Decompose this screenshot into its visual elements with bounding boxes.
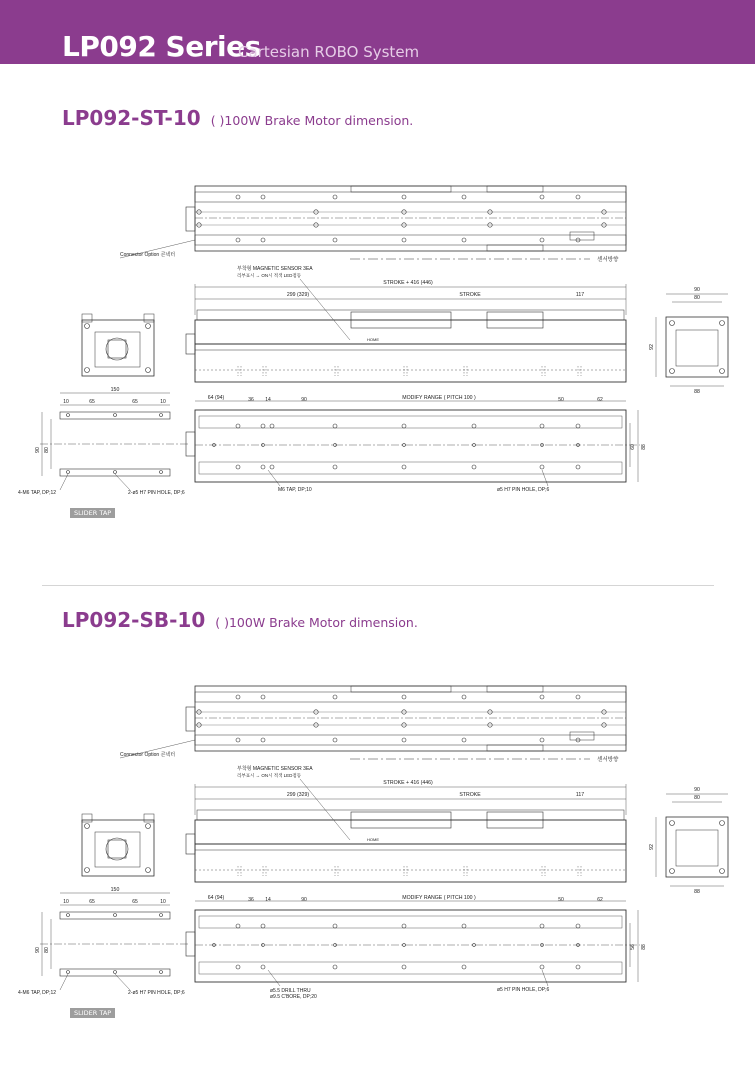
hole-mark — [540, 195, 544, 199]
motor-shaft — [106, 338, 128, 360]
hole-mark — [402, 465, 406, 469]
top-view-body — [195, 186, 626, 251]
hole-mark — [261, 738, 265, 742]
dimension-label: 10 — [160, 899, 166, 905]
dimension-label: 88 — [694, 889, 700, 895]
top-slider-plate — [351, 686, 451, 692]
top-slider-plate — [487, 686, 543, 692]
slider-bar — [60, 912, 170, 919]
hole-mark — [261, 695, 265, 699]
sensor-note-label: 리부표시 → ON시 적색 LED점등 — [237, 273, 302, 278]
hole-mark — [236, 465, 240, 469]
motor-connector — [186, 834, 195, 854]
hole-mark — [402, 238, 406, 242]
dimension-label: 90 — [35, 447, 41, 453]
side-view-body — [195, 320, 626, 382]
cbore-note-label: ø9.5 C'BORE, DP;20 — [270, 994, 317, 1000]
bottom-channel — [199, 916, 622, 928]
hole-mark — [473, 944, 476, 947]
dimension-label: 60 — [630, 444, 636, 450]
motor-square — [108, 840, 126, 858]
dimension-label: 10 — [63, 399, 69, 405]
hole-mark — [670, 869, 675, 874]
bottom-view-body — [195, 910, 626, 982]
hole-mark — [540, 924, 544, 928]
bottom-channel — [199, 416, 622, 428]
hole-mark — [333, 238, 337, 242]
hole-mark — [85, 368, 90, 373]
leader-line — [268, 970, 280, 986]
dimension-label: 88 — [694, 389, 700, 395]
dimension-label: 62 — [597, 397, 603, 403]
hole-mark — [160, 471, 163, 474]
hole-mark — [333, 424, 337, 428]
model-description: ( )100W Brake Motor dimension. — [215, 615, 418, 630]
hole-mark — [333, 965, 337, 969]
hole-mark — [236, 424, 240, 428]
dimension-label: 62 — [597, 897, 603, 903]
profile-inner — [676, 330, 718, 366]
top-slider-plate — [487, 186, 543, 192]
leader-line — [60, 974, 68, 990]
top-slider-plate — [487, 745, 543, 751]
slider-tap-badge: SLIDER TAP — [70, 1008, 115, 1018]
drill-note-label: ø5.5 DRILL THRU — [270, 988, 311, 994]
dimension-label: 92 — [649, 344, 655, 350]
hole-mark — [720, 869, 725, 874]
dimension-label: 90 — [35, 947, 41, 953]
hole-mark — [402, 424, 406, 428]
hole-mark — [462, 695, 466, 699]
hole-mark — [720, 321, 725, 326]
hole-mark — [160, 414, 163, 417]
m6-note-label: M6 TAP, DP;10 — [278, 487, 312, 493]
motor-connector — [186, 707, 195, 731]
hole-mark — [160, 971, 163, 974]
hole-mark — [261, 238, 265, 242]
top-slider-plate — [487, 245, 543, 251]
leader-line — [115, 474, 130, 490]
leader-line — [300, 779, 350, 840]
hole-mark — [333, 924, 337, 928]
tap-note-label: 4-M6 TAP, DP;12 — [18, 490, 57, 496]
dimension-label: 80 — [44, 447, 50, 453]
dimension-label: 64 (94) — [207, 895, 225, 901]
dimension-label: 65 — [89, 899, 95, 905]
modify-range-label: MODIFY RANGE ( PITCH 100 ) — [402, 395, 476, 401]
hole-mark — [333, 695, 337, 699]
mount-tab — [144, 314, 154, 322]
motor-square — [108, 340, 126, 358]
hole-mark — [114, 471, 117, 474]
hole-mark — [403, 444, 406, 447]
dimension-label: 150 — [110, 887, 120, 893]
hole-mark — [236, 924, 240, 928]
side-top-cover — [197, 310, 624, 320]
bottom-channel — [199, 462, 622, 474]
dimension-label: 14 — [265, 897, 271, 903]
top-view-rail — [195, 692, 626, 702]
mount-tab — [82, 814, 92, 822]
hole-mark — [114, 414, 117, 417]
dimension-drawing-sb — [0, 500, 755, 1040]
stroke-label: STROKE — [459, 292, 481, 298]
leader-line — [542, 470, 548, 486]
end-view-right — [666, 317, 728, 377]
hole-mark — [146, 824, 151, 829]
hole-mark — [85, 824, 90, 829]
mount-tab — [82, 314, 92, 322]
end-view-left — [82, 820, 154, 876]
hole-mark — [670, 369, 675, 374]
slider-bar — [60, 969, 170, 976]
hole-mark — [236, 195, 240, 199]
motor-connector — [186, 334, 195, 354]
hole-mark — [270, 465, 274, 469]
leader-line — [268, 470, 280, 486]
hole-mark — [576, 965, 580, 969]
connector-option-label: Connector Option 콘넥터 — [120, 752, 176, 758]
dimension-label: 299 (329) — [286, 792, 310, 798]
hole-mark — [146, 368, 151, 373]
dimension-label: 56 — [630, 944, 636, 950]
hole-mark — [402, 924, 406, 928]
motor-flange — [95, 332, 140, 367]
hole-mark — [540, 424, 544, 428]
dimension-label: 36 — [248, 897, 254, 903]
hole-mark — [236, 238, 240, 242]
hole-mark — [576, 465, 580, 469]
leader-line — [60, 474, 68, 490]
hole-mark — [85, 868, 90, 873]
dimension-label: 65 — [89, 399, 95, 405]
hole-mark — [540, 965, 544, 969]
top-view-rail — [195, 235, 626, 245]
dimension-label: 92 — [649, 844, 655, 850]
sensor-direction-label: 센서방향 — [597, 257, 619, 263]
dimension-label: 90 — [694, 787, 700, 793]
hole-mark — [402, 695, 406, 699]
bottom-channel — [199, 962, 622, 974]
hole-mark — [160, 914, 163, 917]
bottom-view-body — [195, 410, 626, 482]
dimension-label: 88 — [641, 444, 647, 450]
dimension-label: 90 — [694, 287, 700, 293]
top-view-body — [195, 686, 626, 751]
pin-note-label: 2-ø5 H7 PIN HOLE, DP;6 — [128, 490, 185, 496]
leader-line — [115, 974, 130, 990]
hole-mark — [85, 324, 90, 329]
hole-mark — [576, 195, 580, 199]
hole-mark — [261, 924, 265, 928]
pin-hole-note-label: ø5 H7 PIN HOLE, DP;6 — [497, 487, 550, 493]
hole-mark — [462, 924, 466, 928]
hole-mark — [576, 424, 580, 428]
stroke-total-label: STROKE + 416 (446) — [383, 780, 433, 786]
hole-mark — [402, 738, 406, 742]
magnetic-sensor-label: 부착형 MAGNETIC SENSOR 3EA — [237, 766, 313, 772]
leader-line — [542, 970, 548, 986]
mount-tab — [144, 814, 154, 822]
name-plate — [570, 732, 594, 740]
hole-mark — [261, 424, 265, 428]
page-title: LP092 Series — [62, 30, 261, 63]
hole-mark — [670, 321, 675, 326]
hole-mark — [403, 944, 406, 947]
hole-mark — [576, 924, 580, 928]
dimension-label: 90 — [301, 397, 307, 403]
side-view-body — [195, 820, 626, 882]
hole-mark — [67, 414, 70, 417]
hole-mark — [146, 324, 151, 329]
hole-mark — [720, 821, 725, 826]
hole-mark — [670, 821, 675, 826]
dimension-label: 150 — [110, 387, 120, 393]
motor-connector — [186, 207, 195, 231]
dimension-label: 10 — [160, 399, 166, 405]
sensor-note-label: 리부표시 → ON시 적색 LED점등 — [237, 773, 302, 778]
connector-option-label: Connector Option 콘넥터 — [120, 252, 176, 258]
side-top-cover — [197, 810, 624, 820]
hole-mark — [402, 195, 406, 199]
hole-mark — [462, 738, 466, 742]
dimension-label: 80 — [44, 947, 50, 953]
home-label: HOME — [367, 337, 379, 342]
hole-mark — [67, 471, 70, 474]
stroke-total-label: STROKE + 416 (446) — [383, 280, 433, 286]
dimension-label: 65 — [132, 399, 138, 405]
page-subtitle: Cartesian ROBO System — [238, 43, 420, 61]
hole-mark — [472, 424, 476, 428]
hole-mark — [261, 965, 265, 969]
dimension-label: 80 — [694, 295, 700, 301]
hole-mark — [472, 465, 476, 469]
dimension-label: 50 — [558, 897, 564, 903]
hole-mark — [540, 465, 544, 469]
slider-bar — [60, 469, 170, 476]
dimension-label: 65 — [132, 899, 138, 905]
hole-mark — [114, 914, 117, 917]
hole-mark — [540, 738, 544, 742]
stroke-label: STROKE — [459, 792, 481, 798]
hole-mark — [462, 195, 466, 199]
slider-bar — [60, 412, 170, 419]
dimension-label: 50 — [558, 397, 564, 403]
dimension-label: 299 (329) — [286, 292, 310, 298]
hole-mark — [462, 238, 466, 242]
dimension-label: 90 — [301, 897, 307, 903]
sensor-direction-label: 센서방향 — [597, 757, 619, 763]
hole-mark — [540, 695, 544, 699]
model-code: LP092-ST-10 — [62, 106, 201, 130]
hole-mark — [114, 971, 117, 974]
dimension-label: 36 — [248, 397, 254, 403]
profile-inner — [676, 830, 718, 866]
dimension-label: 117 — [575, 792, 585, 798]
home-label: HOME — [367, 837, 379, 842]
tap-note-label: 4-M6 TAP, DP;12 — [18, 990, 57, 996]
hole-mark — [333, 195, 337, 199]
hole-mark — [261, 195, 265, 199]
top-view-rail — [195, 735, 626, 745]
dimension-label: 117 — [575, 292, 585, 298]
hole-mark — [402, 965, 406, 969]
leader-line — [300, 279, 350, 340]
hole-mark — [473, 444, 476, 447]
model-code: LP092-SB-10 — [62, 608, 206, 632]
top-view-rail — [195, 192, 626, 202]
dimension-label: 10 — [63, 899, 69, 905]
dimension-label: 14 — [265, 397, 271, 403]
hole-mark — [720, 369, 725, 374]
hole-mark — [236, 738, 240, 742]
dimension-label: 64 (94) — [207, 395, 225, 401]
dimension-label: 88 — [641, 944, 647, 950]
motor-flange — [95, 832, 140, 867]
hole-mark — [67, 914, 70, 917]
hole-mark — [146, 868, 151, 873]
hole-mark — [576, 695, 580, 699]
hole-mark — [540, 238, 544, 242]
dimension-label: 80 — [694, 795, 700, 801]
hole-mark — [333, 738, 337, 742]
model-description: ( )100W Brake Motor dimension. — [210, 113, 414, 128]
pin-hole-note-label: ø5 H7 PIN HOLE, DP;6 — [497, 987, 550, 993]
pin-note-label: 2-ø5 H7 PIN HOLE, DP;6 — [128, 990, 185, 996]
hole-mark — [333, 465, 337, 469]
motor-shaft — [106, 838, 128, 860]
hole-mark — [236, 695, 240, 699]
hole-mark — [261, 465, 265, 469]
end-view-left — [82, 320, 154, 376]
top-slider-plate — [351, 186, 451, 192]
magnetic-sensor-label: 부착형 MAGNETIC SENSOR 3EA — [237, 266, 313, 272]
end-view-right — [666, 817, 728, 877]
slider-tap-badge: SLIDER TAP — [70, 508, 115, 518]
hole-mark — [67, 971, 70, 974]
hole-mark — [270, 424, 274, 428]
hole-mark — [236, 965, 240, 969]
name-plate — [570, 232, 594, 240]
hole-mark — [462, 965, 466, 969]
modify-range-label: MODIFY RANGE ( PITCH 100 ) — [402, 895, 476, 901]
